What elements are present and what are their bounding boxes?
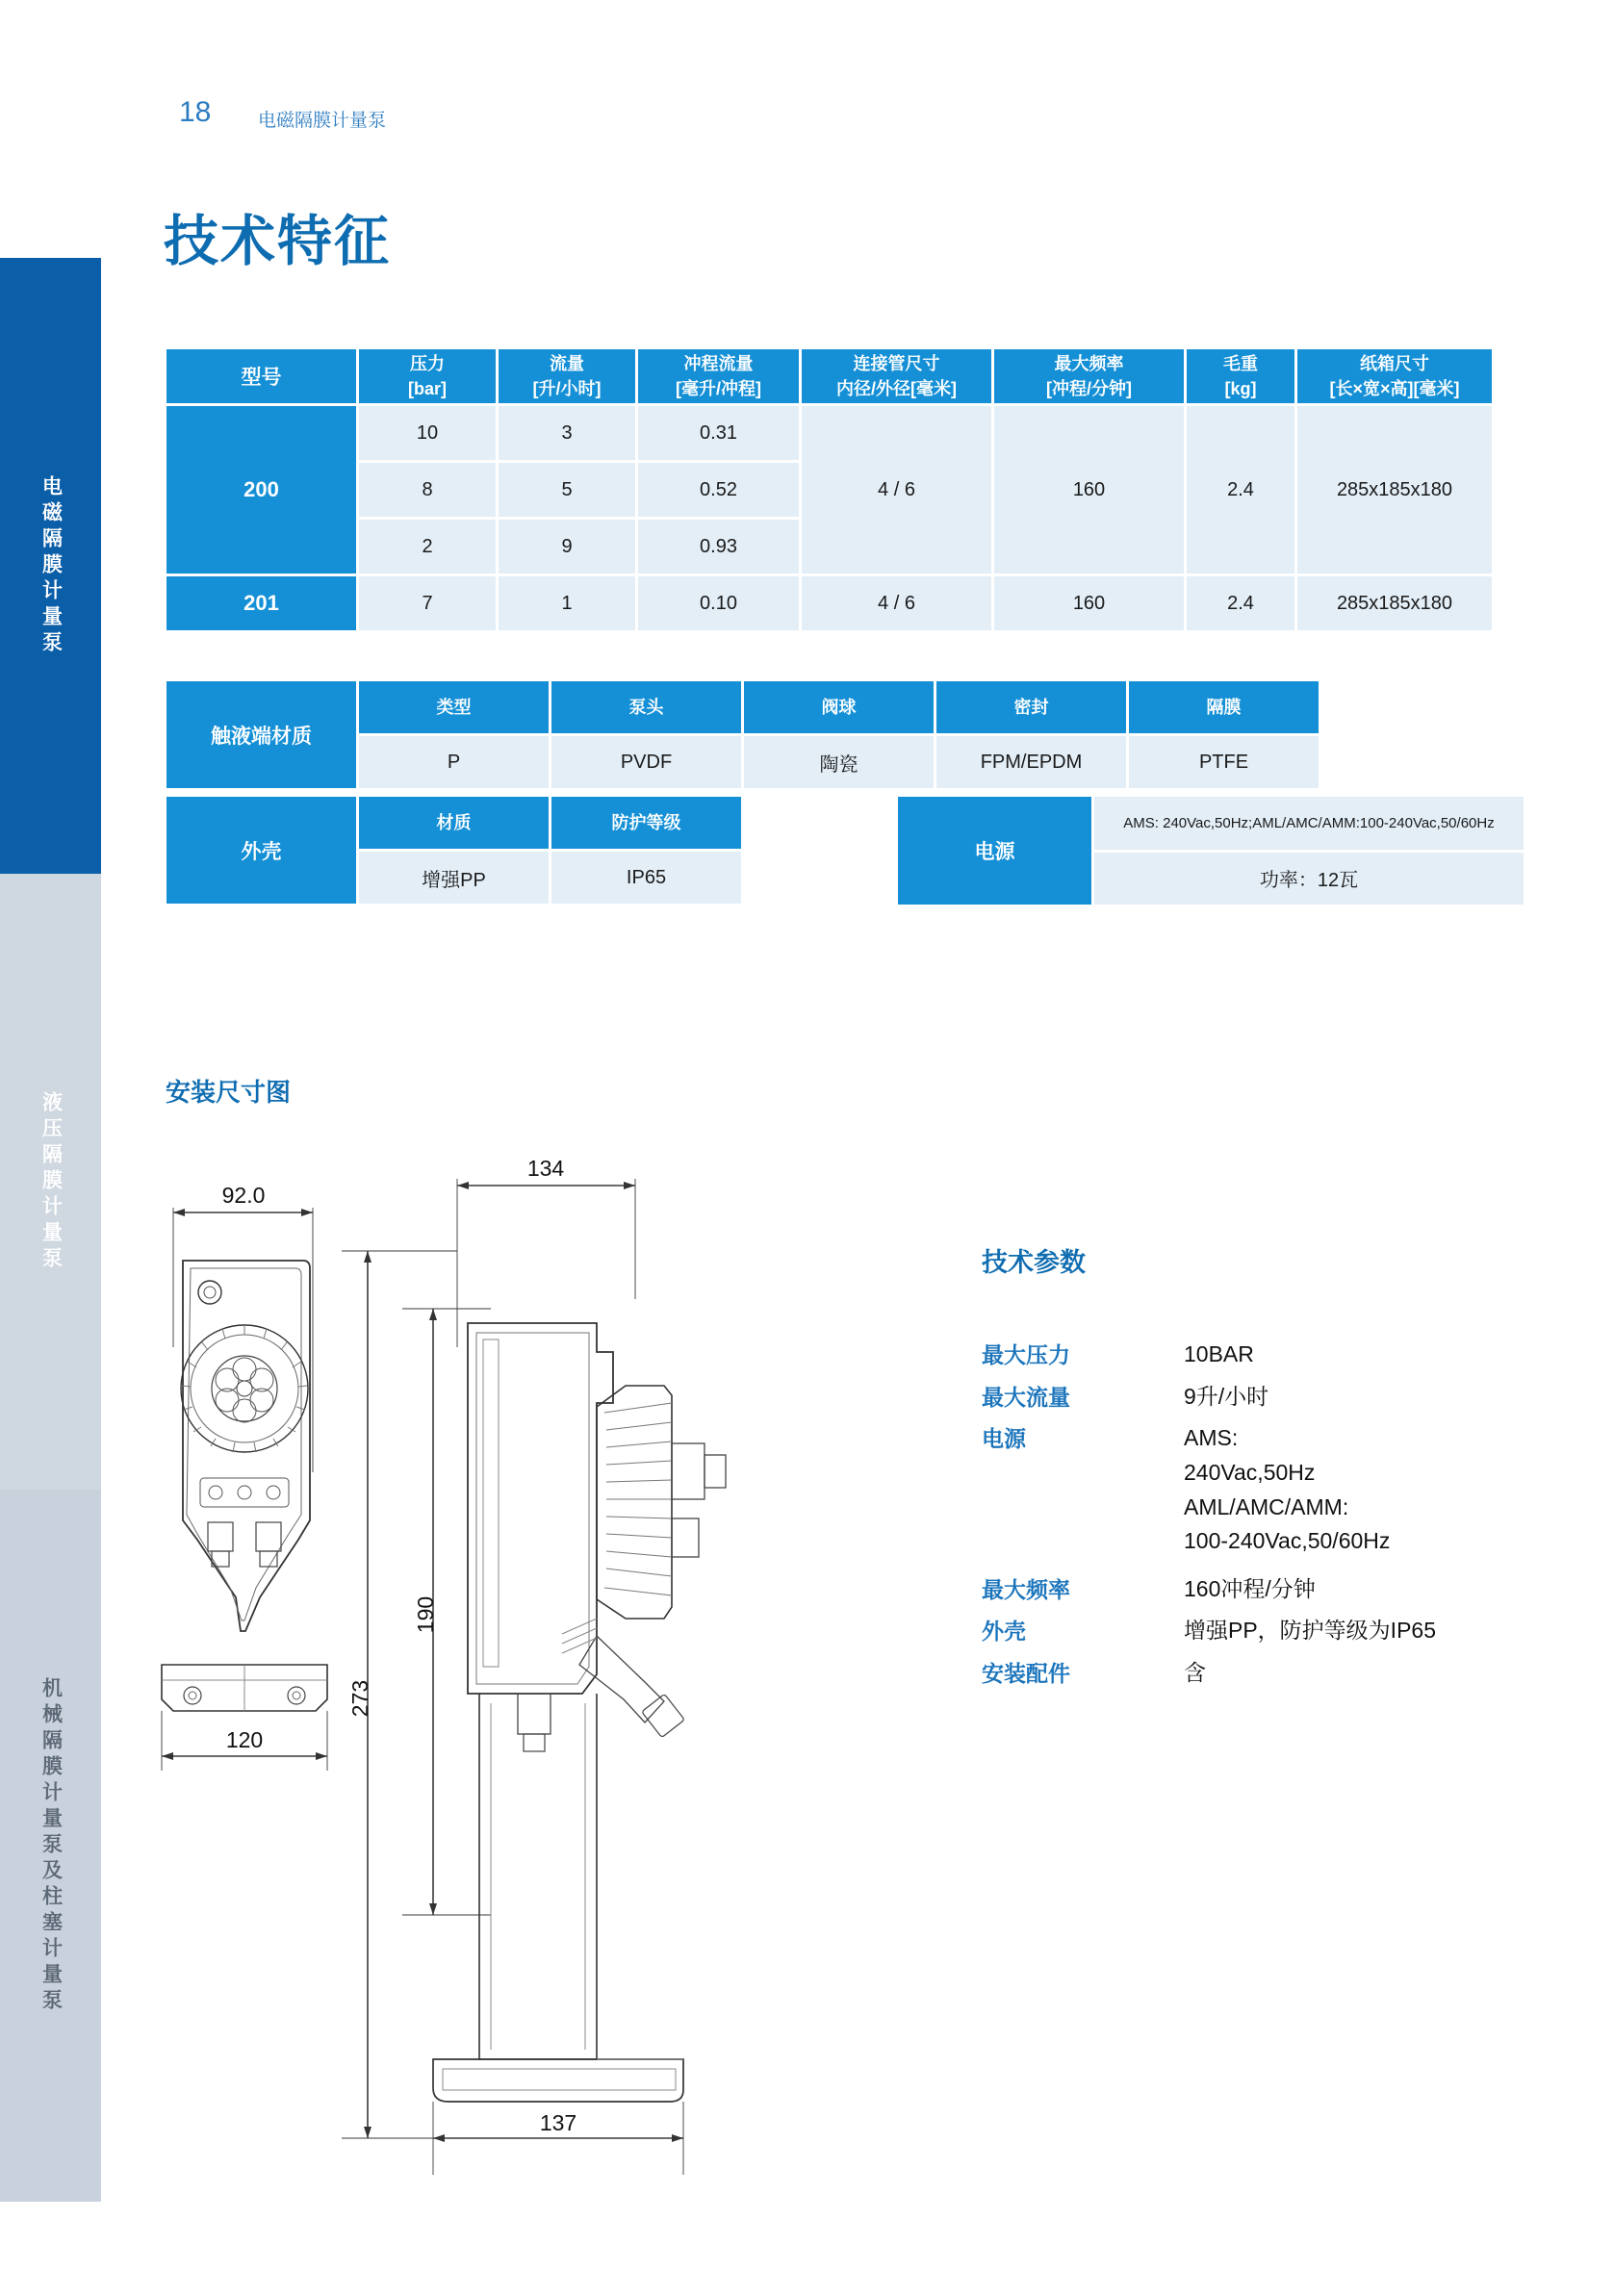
col-tube-size — [802, 349, 991, 403]
tech-param-row — [982, 1614, 1559, 1648]
col-pressure-line2: [bar] — [408, 379, 447, 398]
tech-param-row — [982, 1421, 1559, 1559]
cell-frequency: 160 — [994, 576, 1184, 630]
wetted-parts-table — [164, 678, 1321, 791]
sidebar-tab-hydraulic[interactable] — [0, 874, 101, 1490]
tech-param-value: AMS: — [1184, 1425, 1239, 1451]
cell-tube-size: 4 / 6 — [802, 576, 991, 630]
power-table — [895, 794, 1526, 907]
table-header-row — [167, 797, 741, 849]
power-wattage: 功率：12瓦 — [1094, 853, 1524, 906]
cell-stroke-volume: 0.31 — [638, 406, 799, 460]
cell-seal: FPM/EPDM — [936, 736, 1126, 788]
table-row — [898, 797, 1524, 850]
cell-type: P — [359, 736, 549, 788]
cell-model: 201 — [167, 576, 356, 630]
cell-pressure: 8 — [359, 463, 496, 517]
tech-param-key: 最大压力 — [982, 1342, 1070, 1367]
col-stroke-volume-line2: [毫升/冲程] — [676, 379, 761, 398]
cell-frequency: 160 — [994, 406, 1184, 574]
dimension-drawing — [144, 1155, 953, 2175]
col-tube-size-line2: 内径/外径[毫米] — [836, 379, 957, 398]
col-protection: 防护等级 — [551, 797, 741, 849]
col-carton-line2: [长×宽×高][毫米] — [1329, 379, 1460, 398]
col-carton — [1297, 349, 1492, 403]
cell-pump-head: PVDF — [551, 736, 741, 788]
cell-pressure: 2 — [359, 520, 496, 574]
cell-pressure: 10 — [359, 406, 496, 460]
col-flow-line2: [升/小时] — [532, 379, 602, 398]
dim-side-width: 134 — [526, 1156, 565, 1181]
cell-weight: 2.4 — [1187, 406, 1294, 574]
tech-param-value: 9升/小时 — [1184, 1383, 1269, 1409]
tech-param-values — [1184, 1380, 1268, 1415]
cell-protection: IP65 — [551, 852, 741, 904]
table-header-row — [167, 681, 1319, 733]
page-title: 技术特征 — [164, 211, 391, 272]
col-frequency — [994, 349, 1184, 403]
power-label: 电源 — [898, 797, 1091, 905]
tech-param-value: 增强PP，防护等级为IP65 — [1184, 1618, 1436, 1644]
tech-params-list — [982, 1338, 1559, 1698]
tech-param-values — [1184, 1421, 1390, 1559]
table-row — [167, 576, 1492, 630]
side-view — [342, 1179, 726, 2175]
col-valve-ball: 阀球 — [744, 681, 934, 733]
table-row — [167, 406, 1492, 460]
tech-param-value: AML/AMC/AMM: — [1184, 1493, 1349, 1519]
housing-table — [164, 794, 744, 906]
cell-flow: 9 — [499, 520, 635, 574]
cell-carton: 285x185x180 — [1297, 406, 1492, 574]
dim-front-base: 120 — [225, 1727, 264, 1752]
cell-tube-size: 4 / 6 — [802, 406, 991, 574]
tech-param-values — [1184, 1656, 1206, 1691]
cell-valve-ball: 陶瓷 — [744, 736, 934, 788]
col-carton-line1: 纸箱尺寸 — [1360, 353, 1429, 373]
cell-diaphragm: PTFE — [1129, 736, 1319, 788]
col-tube-size-line1: 连接管尺寸 — [853, 353, 940, 373]
tech-param-key: 电源 — [982, 1426, 1026, 1452]
wetted-parts-label: 触液端材质 — [167, 681, 356, 788]
housing-label: 外壳 — [167, 797, 356, 904]
tech-param-row — [982, 1572, 1559, 1607]
col-weight-line2: [kg] — [1224, 379, 1257, 398]
sidebar-tab-label: 机械隔膜计量泵及柱塞计量泵 — [39, 1676, 63, 2015]
col-stroke-volume-line1: 冲程流量 — [683, 353, 754, 373]
cell-flow: 3 — [499, 406, 635, 460]
table-header-row — [167, 349, 1492, 403]
sidebar-tab-mechanical[interactable] — [0, 1490, 101, 2202]
tech-param-value: 240Vac,50Hz — [1184, 1459, 1316, 1485]
page-number: 18 — [179, 96, 212, 128]
front-view — [162, 1208, 327, 1771]
cell-flow: 1 — [499, 576, 635, 630]
tech-param-key: 外壳 — [982, 1619, 1026, 1645]
sidebar-tab-solenoid[interactable] — [0, 258, 101, 874]
dim-body-height: 190 — [413, 1595, 438, 1634]
dim-total-height: 273 — [347, 1679, 372, 1718]
tech-param-key: 最大流量 — [982, 1384, 1070, 1410]
cell-model: 200 — [167, 406, 356, 574]
cell-flow: 5 — [499, 463, 635, 517]
col-pressure — [359, 349, 496, 403]
col-weight — [1187, 349, 1294, 403]
dim-front-width: 92.0 — [221, 1183, 266, 1208]
col-pressure-line1: 压力 — [410, 353, 445, 373]
col-material: 材质 — [359, 797, 549, 849]
cell-stroke-volume: 0.10 — [638, 576, 799, 630]
col-diaphragm: 隔膜 — [1129, 681, 1319, 733]
tech-param-row — [982, 1338, 1559, 1372]
cell-stroke-volume: 0.93 — [638, 520, 799, 574]
col-type: 类型 — [359, 681, 549, 733]
col-model: 型号 — [167, 349, 356, 403]
tech-param-values — [1184, 1614, 1436, 1648]
cell-material: 增强PP — [359, 852, 549, 904]
cell-pressure: 7 — [359, 576, 496, 630]
col-frequency-line2: [冲程/分钟] — [1046, 379, 1132, 398]
sidebar-tab-label: 电磁隔膜计量泵 — [39, 474, 63, 657]
dimension-drawing-title: 安装尺寸图 — [166, 1078, 292, 1107]
tech-params-title: 技术参数 — [982, 1248, 1086, 1277]
tech-param-values — [1184, 1572, 1316, 1607]
cell-weight: 2.4 — [1187, 576, 1294, 630]
col-stroke-volume — [638, 349, 799, 403]
spec-table — [164, 346, 1495, 633]
col-flow-line1: 流量 — [550, 353, 584, 373]
dim-side-base: 137 — [539, 2110, 577, 2135]
col-frequency-line1: 最大频率 — [1054, 353, 1124, 373]
tech-param-value: 100-240Vac,50/60Hz — [1184, 1528, 1391, 1554]
tech-param-row — [982, 1656, 1559, 1691]
tech-param-values — [1184, 1338, 1254, 1372]
col-weight-line1: 毛重 — [1223, 353, 1258, 373]
tech-param-key: 安装配件 — [982, 1661, 1070, 1687]
tech-param-key: 最大频率 — [982, 1576, 1070, 1602]
tech-param-value: 含 — [1184, 1660, 1206, 1686]
tech-param-row — [982, 1380, 1559, 1415]
tech-param-value: 160冲程/分钟 — [1184, 1575, 1316, 1601]
page-header-label: 电磁隔膜计量泵 — [258, 111, 387, 131]
col-flow — [499, 349, 635, 403]
power-voltage: AMS: 240Vac,50Hz;AML/AMC/AMM:100-240Vac,50/60Hz — [1094, 797, 1524, 850]
tech-param-value: 10BAR — [1184, 1341, 1254, 1366]
cell-stroke-volume: 0.52 — [638, 463, 799, 517]
col-seal: 密封 — [936, 681, 1126, 733]
sidebar-tab-label: 液压隔膜计量泵 — [39, 1090, 63, 1273]
cell-carton: 285x185x180 — [1297, 576, 1492, 630]
col-pump-head: 泵头 — [551, 681, 741, 733]
